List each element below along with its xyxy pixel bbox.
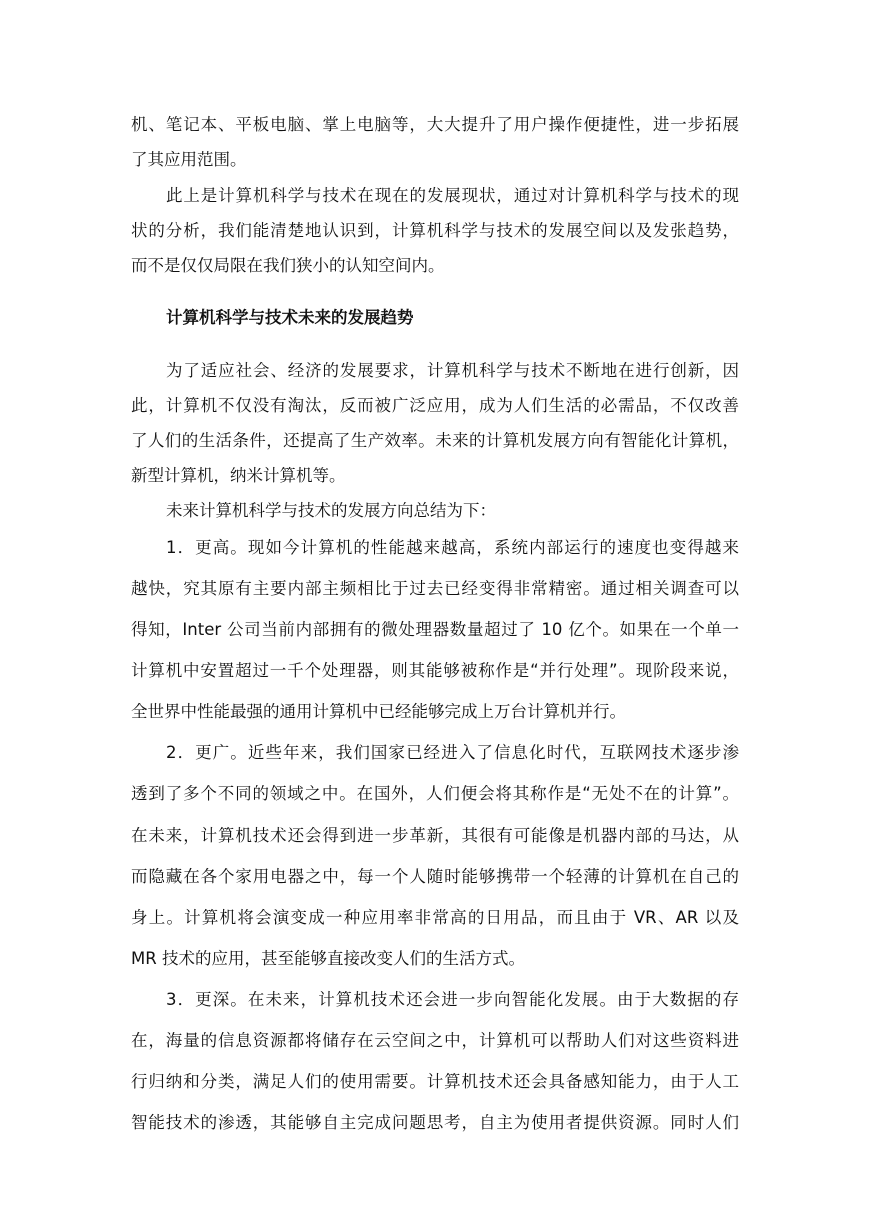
paragraph-line: 机、笔记本、平板电脑、掌上电脑等，大大提升了用户操作便捷性，进一步拓展	[131, 115, 739, 134]
paragraph-line: 1．更高。现如今计算机的性能越来越高，系统内部运行的速度也变得越来	[166, 538, 739, 557]
paragraph-line: 在未来，计算机技术还会得到进一步革新，其很有可能像是机器内部的马达，从	[131, 826, 739, 845]
paragraph-line: 状的分析，我们能清楚地认识到，计算机科学与技术的发展空间以及发张趋势，	[131, 221, 739, 240]
paragraph-line: 在，海量的信息资源都将储存在云空间之中，计算机可以帮助人们对这些资料进	[131, 1031, 739, 1050]
paragraph-line: 而不是仅仅局限在我们狭小的认知空间内。	[131, 256, 445, 275]
section-heading: 计算机科学与技术未来的发展趋势	[166, 308, 414, 327]
paragraph-line: 越快，究其原有主要内部主频相比于过去已经变得非常精密。通过相关调查可以	[131, 579, 739, 598]
paragraph-line: 得知，Inter 公司当前内部拥有的微处理器数量超过了 10 亿个。如果在一个单一	[131, 620, 739, 639]
paragraph-line: 智能技术的渗透，其能够自主完成问题思考，自主为使用者提供资源。同时人们	[131, 1113, 739, 1132]
paragraph-line: 而隐藏在各个家用电器之中，每一个人随时能够携带一个轻薄的计算机在自己的	[131, 867, 739, 886]
paragraph-line: 未来计算机科学与技术的发展方向总结为下：	[166, 501, 496, 520]
paragraph-line: 身上。计算机将会演变成一种应用率非常高的日用品，而且由于 VR、AR 以及	[131, 908, 739, 927]
paragraph-line: 此上是计算机科学与技术在现在的发展现状，通过对计算机科学与技术的现	[166, 186, 739, 205]
paragraph-line: 全世界中性能最强的通用计算机中已经能够完成上万台计算机并行。	[131, 702, 626, 721]
paragraph-line: 新型计算机，纳米计算机等。	[131, 466, 346, 485]
paragraph-line: 为了适应社会、经济的发展要求，计算机科学与技术不断地在进行创新，因	[166, 361, 739, 380]
paragraph-line: 此，计算机不仅没有淘汰，反而被广泛应用，成为人们生活的必需品，不仅改善	[131, 396, 739, 415]
paragraph-line: 2．更广。近些年来，我们国家已经进入了信息化时代，互联网技术逐步渗	[166, 743, 739, 762]
paragraph-line: 行归纳和分类，满足人们的使用需要。计算机技术还会具备感知能力，由于人工	[131, 1072, 739, 1091]
paragraph-line: MR 技术的应用，甚至能够直接改变人们的生活方式。	[131, 949, 525, 968]
paragraph-line: 透到了多个不同的领域之中。在国外，人们便会将其称作是“无处不在的计算”。	[131, 784, 739, 803]
paragraph-line: 3．更深。在未来，计算机技术还会进一步向智能化发展。由于大数据的存	[166, 990, 739, 1009]
paragraph-line: 计算机中安置超过一千个处理器，则其能够被称作是“并行处理”。现阶段来说，	[131, 661, 739, 680]
paragraph-line: 了人们的生活条件，还提高了生产效率。未来的计算机发展方向有智能化计算机，	[131, 431, 739, 450]
paragraph-line: 了其应用范围。	[131, 150, 247, 169]
